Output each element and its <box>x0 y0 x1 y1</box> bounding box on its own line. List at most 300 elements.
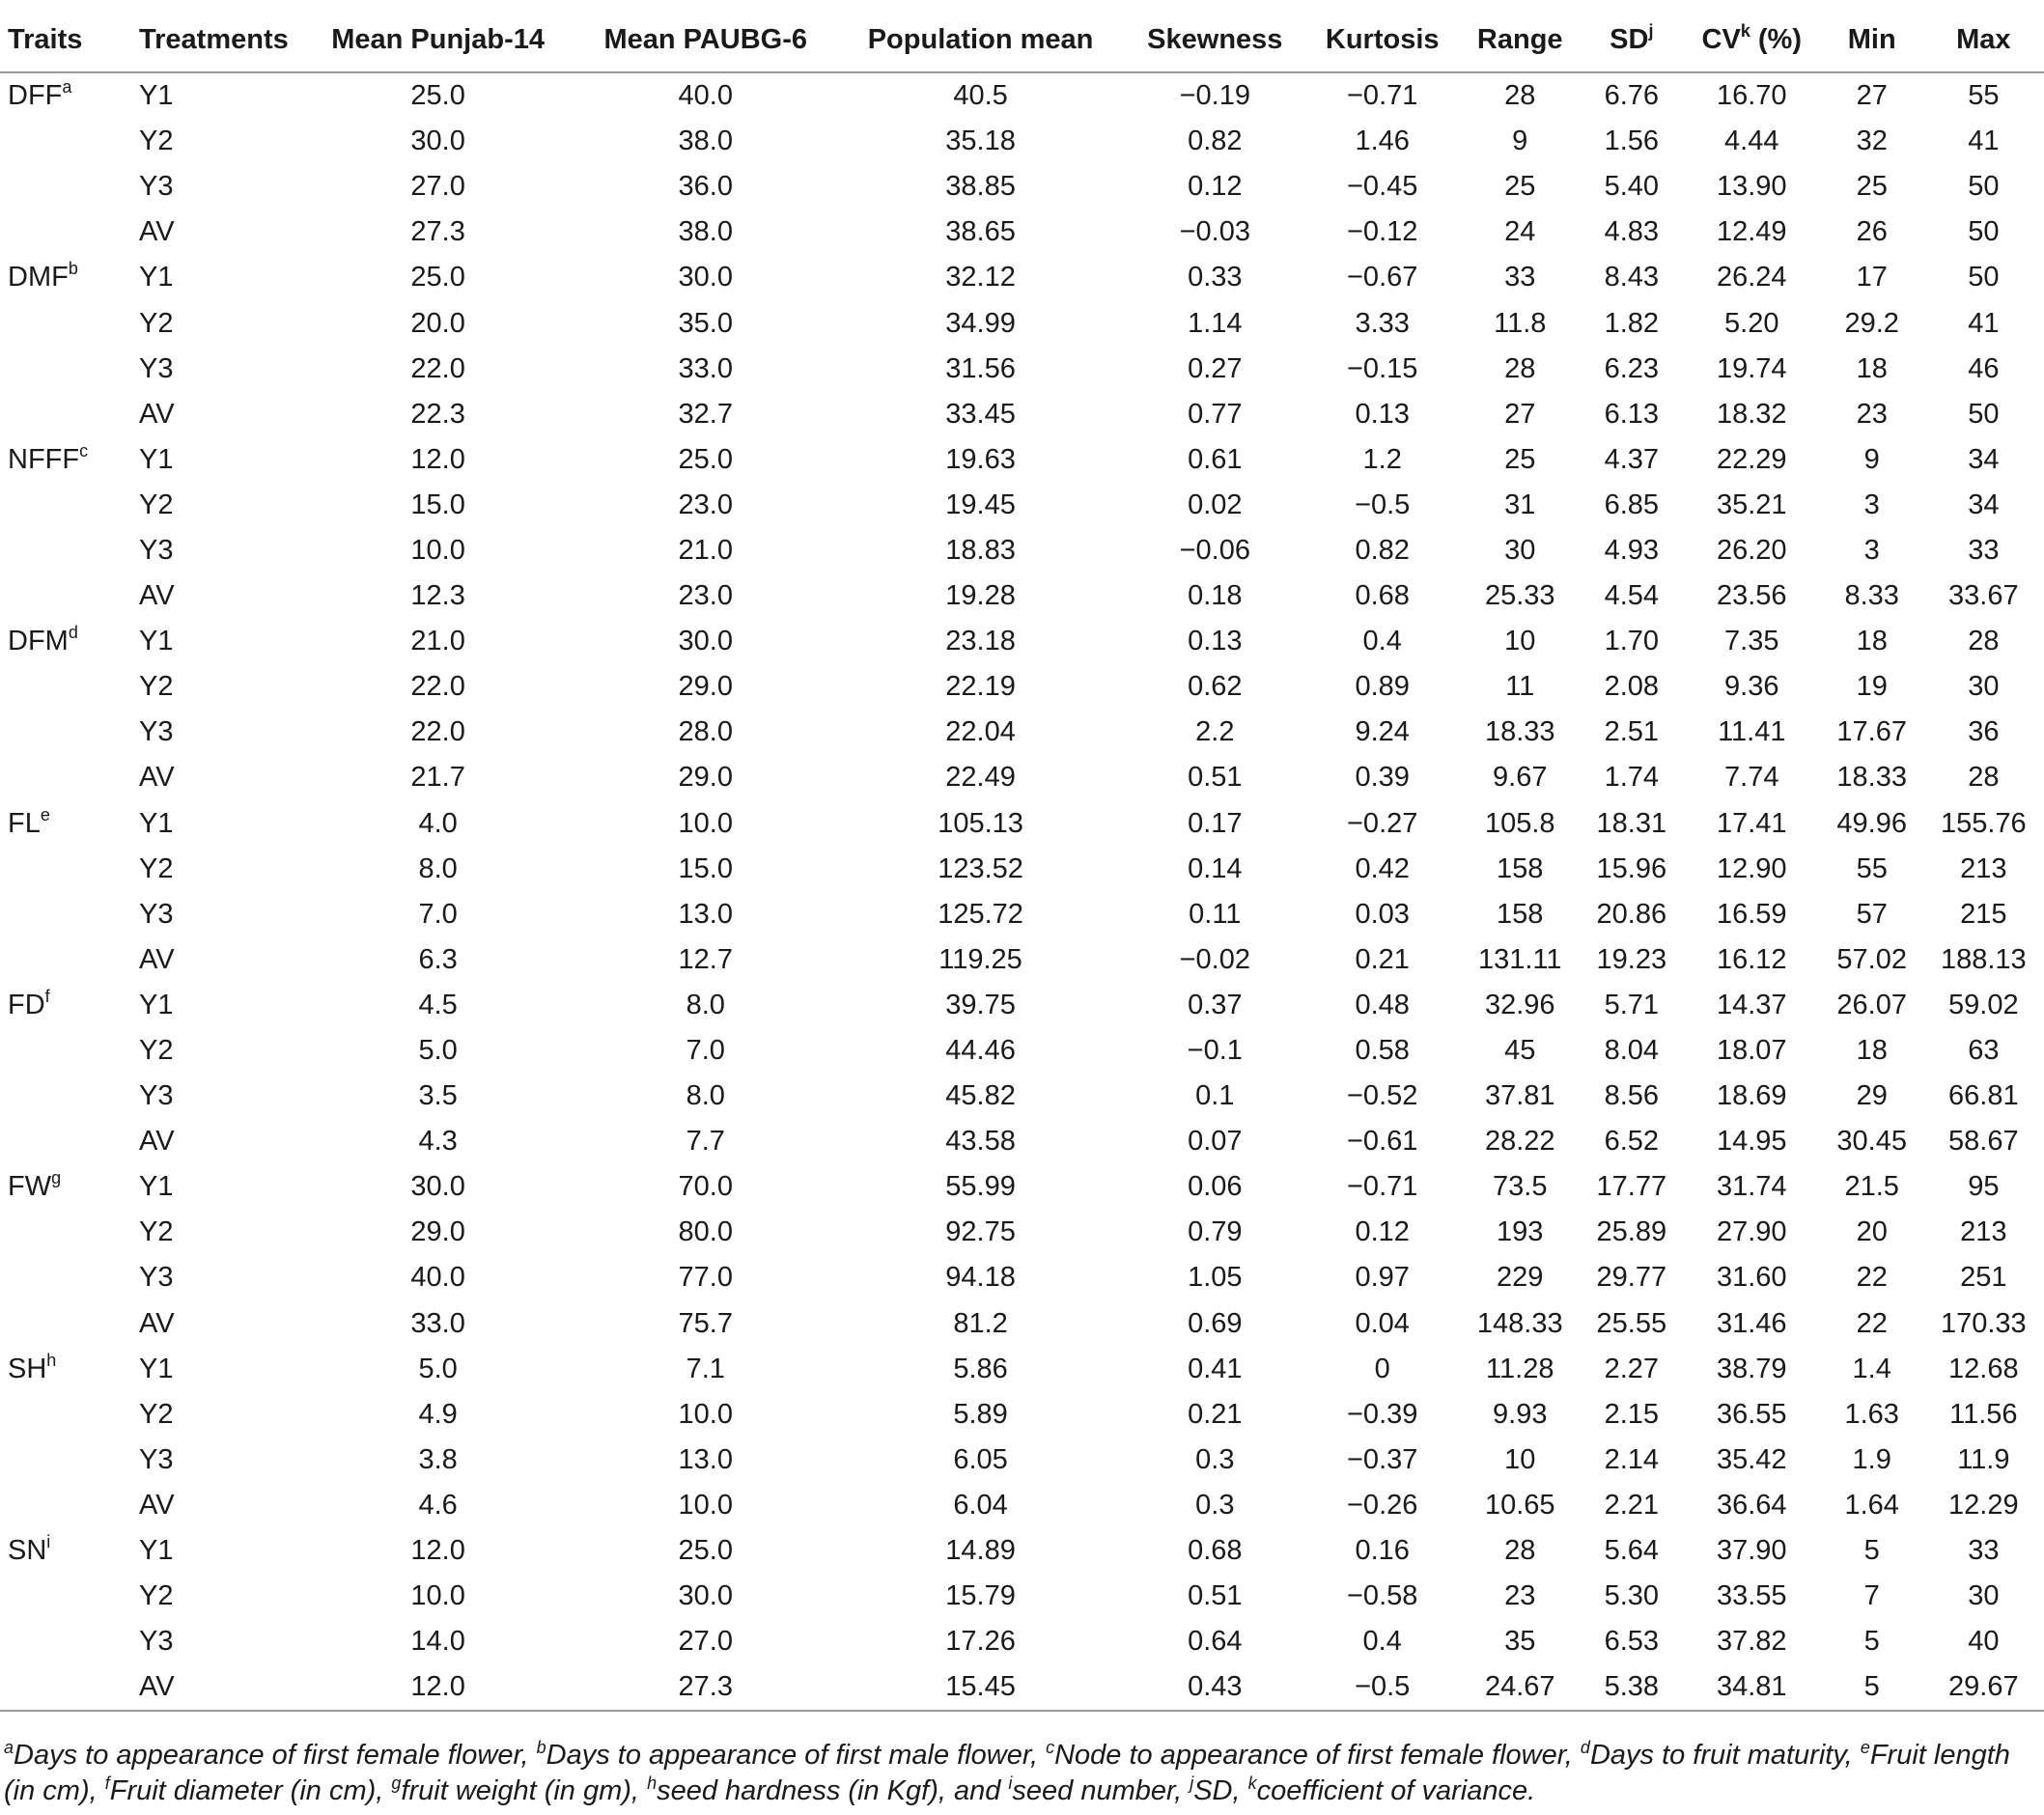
sd-cell: 2.27 <box>1604 1353 1660 1384</box>
skewness-cell: 0.62 <box>1188 671 1243 703</box>
header-treatments: Treatments <box>131 8 301 72</box>
range-cell: 33 <box>1504 262 1536 293</box>
min-cell: 5 <box>1863 1626 1880 1658</box>
trait-cell <box>0 1074 131 1119</box>
mean-punjab-14-cell: 15.0 <box>410 489 465 520</box>
sd-cell: 1.70 <box>1604 626 1660 657</box>
skewness-cell: 0.64 <box>1188 1626 1243 1658</box>
skewness-cell: −0.1 <box>1187 1035 1243 1067</box>
sd-cell: 6.23 <box>1604 352 1660 384</box>
min-cell: 7 <box>1863 1580 1880 1612</box>
skewness-cell: 0.12 <box>1188 171 1243 203</box>
table-row <box>0 801 2044 847</box>
sd-cell: 4.54 <box>1604 580 1660 612</box>
trait-footnote-mark: h <box>46 1350 57 1370</box>
cv-cell: 35.42 <box>1716 1443 1787 1475</box>
mean-punjab-14-cell: 27.3 <box>410 216 465 248</box>
range-cell: 35 <box>1504 1626 1536 1658</box>
treatment-cell: Y3 <box>139 1080 174 1112</box>
population-mean-cell: 92.75 <box>945 1216 1016 1248</box>
cv-cell: 31.74 <box>1716 1171 1787 1203</box>
kurtosis-cell: 0.21 <box>1355 943 1410 975</box>
stats-table <box>0 8 2044 1712</box>
population-mean-cell: 22.04 <box>945 716 1016 748</box>
sd-cell: 4.93 <box>1604 534 1660 566</box>
mean-paubg-6-cell: 38.0 <box>678 216 733 248</box>
skewness-cell: 0.02 <box>1188 489 1243 520</box>
mean-paubg-6-cell: 30.0 <box>678 626 733 657</box>
treatment-cell: AV <box>131 1664 301 1711</box>
max-cell: 50 <box>1968 216 2000 248</box>
treatment-cell: Y1 <box>139 443 174 475</box>
mean-punjab-14-cell: 10.0 <box>410 1580 465 1612</box>
mean-paubg-6-cell: 25.0 <box>678 443 733 475</box>
max-cell: 34 <box>1968 443 2000 475</box>
min-cell: 57 <box>1856 898 1888 930</box>
footnote-mark: d <box>1580 1738 1590 1757</box>
footnote-text: Fruit length (in cm), <box>4 1740 2010 1806</box>
cv-cell: 31.60 <box>1716 1262 1787 1294</box>
table-row <box>0 347 2044 392</box>
table-row <box>0 392 2044 437</box>
trait-cell <box>0 1528 131 1574</box>
header-mean-paubg-6: Mean PAUBG-6 <box>574 8 836 72</box>
cv-cell: 12.49 <box>1716 216 1787 248</box>
trait-cell <box>0 528 131 573</box>
table-row <box>0 1028 2044 1074</box>
table-row <box>0 710 2044 755</box>
trait-cell <box>0 937 131 983</box>
treatment-cell: Y2 <box>139 307 174 339</box>
cv-cell: 13.90 <box>1716 171 1787 203</box>
trait-cell <box>0 1574 131 1619</box>
min-cell: 29.2 <box>1844 307 1899 339</box>
treatment-cell: AV <box>139 580 175 612</box>
table-row <box>0 1301 2044 1347</box>
population-mean-cell: 125.72 <box>938 898 1023 930</box>
table-row <box>0 847 2044 892</box>
skewness-cell: 0.43 <box>1125 1664 1305 1711</box>
treatment-cell: Y3 <box>139 352 174 384</box>
skewness-cell: 0.61 <box>1188 443 1243 475</box>
kurtosis-cell: −0.5 <box>1355 489 1411 520</box>
mean-paubg-6-cell: 10.0 <box>678 1398 733 1430</box>
population-mean-cell: 17.26 <box>945 1626 1016 1658</box>
max-cell: 59.02 <box>1948 989 2019 1020</box>
sd-cell: 5.40 <box>1604 171 1660 203</box>
mean-paubg-6-cell: 29.0 <box>678 671 733 703</box>
kurtosis-cell: 0.12 <box>1355 1216 1410 1248</box>
trait-cell <box>0 1483 131 1528</box>
footnote-text: Fruit diameter (in cm), <box>109 1775 392 1806</box>
skewness-cell: 0.41 <box>1188 1353 1243 1384</box>
trait-cell <box>0 437 131 483</box>
cv-cell: 16.12 <box>1716 943 1787 975</box>
mean-punjab-14-cell: 10.0 <box>410 534 465 566</box>
table-row <box>0 1483 2044 1528</box>
sd-cell: 4.37 <box>1604 443 1660 475</box>
mean-punjab-14-cell: 14.0 <box>410 1626 465 1658</box>
population-mean-cell: 45.82 <box>945 1080 1016 1112</box>
mean-paubg-6-cell: 13.0 <box>678 898 733 930</box>
range-cell: 10 <box>1504 626 1536 657</box>
population-mean-cell: 15.79 <box>945 1580 1016 1612</box>
range-cell: 28 <box>1504 352 1536 384</box>
mean-punjab-14-cell: 22.0 <box>410 716 465 748</box>
mean-paubg-6-cell: 70.0 <box>678 1171 733 1203</box>
mean-punjab-14-cell: 20.0 <box>410 307 465 339</box>
mean-punjab-14-cell: 12.0 <box>410 1535 465 1567</box>
mean-paubg-6-cell: 8.0 <box>686 1080 725 1112</box>
table-header <box>0 8 2044 72</box>
header-cv-label: CV <box>1701 23 1741 55</box>
kurtosis-cell: 1.46 <box>1355 126 1410 157</box>
min-cell: 30.45 <box>1836 1126 1907 1158</box>
table-row <box>0 573 2044 619</box>
footnote-text: seed number, <box>1012 1775 1190 1806</box>
min-cell: 1.9 <box>1852 1443 1891 1475</box>
max-cell: 215 <box>1960 898 2007 930</box>
population-mean-cell: 32.12 <box>945 262 1016 293</box>
table-row <box>0 1664 2044 1711</box>
cv-cell: 18.07 <box>1716 1035 1787 1067</box>
sd-cell: 2.08 <box>1604 671 1660 703</box>
skewness-cell: 0.06 <box>1188 1171 1243 1203</box>
cv-cell: 37.90 <box>1716 1535 1787 1567</box>
min-cell: 32 <box>1856 126 1888 157</box>
footnote-text: SD, <box>1193 1775 1248 1806</box>
sd-cell: 2.15 <box>1604 1398 1660 1430</box>
sd-cell: 6.53 <box>1604 1626 1660 1658</box>
mean-punjab-14-cell: 21.7 <box>410 762 465 794</box>
mean-punjab-14-cell: 12.0 <box>301 1664 574 1711</box>
mean-paubg-6-cell: 30.0 <box>678 1580 733 1612</box>
trait-footnote-mark: b <box>68 259 78 279</box>
range-cell: 131.11 <box>1477 943 1562 975</box>
skewness-cell: −0.06 <box>1179 534 1250 566</box>
range-cell: 229 <box>1497 1262 1544 1294</box>
min-cell: 17.67 <box>1836 716 1907 748</box>
footnote-mark: f <box>104 1773 110 1793</box>
mean-paubg-6-cell: 10.0 <box>678 807 733 839</box>
max-cell: 63 <box>1968 1035 2000 1067</box>
kurtosis-cell: −0.26 <box>1347 1489 1418 1521</box>
cv-cell: 14.37 <box>1716 989 1787 1020</box>
kurtosis-cell: 9.24 <box>1355 716 1410 748</box>
header-mean-punjab-14: Mean Punjab-14 <box>301 8 574 72</box>
treatment-cell: Y2 <box>139 1216 174 1248</box>
kurtosis-cell: −0.45 <box>1347 171 1418 203</box>
mean-paubg-6-cell: 13.0 <box>678 1443 733 1475</box>
treatment-cell: AV <box>139 1307 175 1339</box>
cv-cell: 19.74 <box>1716 352 1787 384</box>
range-cell: 158 <box>1497 852 1544 884</box>
skewness-cell: 0.37 <box>1188 989 1243 1020</box>
mean-punjab-14-cell: 22.0 <box>410 352 465 384</box>
treatment-cell: AV <box>139 216 175 248</box>
population-mean-cell: 33.45 <box>945 398 1016 430</box>
kurtosis-cell: 0.68 <box>1355 580 1410 612</box>
kurtosis-cell: 0.4 <box>1362 1626 1402 1658</box>
skewness-cell: 1.14 <box>1188 307 1243 339</box>
trait-cell <box>0 1301 131 1347</box>
trait-cell <box>0 255 131 300</box>
table-row <box>0 1438 2044 1483</box>
max-cell: 40 <box>1968 1626 2000 1658</box>
skewness-cell: 0.77 <box>1188 398 1243 430</box>
trait-cell <box>0 755 131 800</box>
cv-cell: 14.95 <box>1716 1126 1787 1158</box>
kurtosis-cell: 0.82 <box>1355 534 1410 566</box>
skewness-cell: 0.82 <box>1188 126 1243 157</box>
population-mean-cell: 5.89 <box>953 1398 1008 1430</box>
range-cell: 28 <box>1504 1535 1536 1567</box>
population-mean-cell: 19.63 <box>945 443 1016 475</box>
sd-cell: 1.56 <box>1604 126 1660 157</box>
mean-punjab-14-cell: 12.0 <box>410 443 465 475</box>
max-cell: 30 <box>1968 671 2000 703</box>
cv-cell: 5.20 <box>1724 307 1779 339</box>
sd-cell: 25.89 <box>1596 1216 1667 1248</box>
range-cell: 37.81 <box>1484 1080 1555 1112</box>
skewness-cell: 0.1 <box>1195 1080 1235 1112</box>
treatment-cell: AV <box>139 1126 175 1158</box>
cv-cell: 7.35 <box>1724 626 1779 657</box>
min-cell: 55 <box>1856 852 1888 884</box>
min-cell: 21.5 <box>1844 1171 1899 1203</box>
sd-cell: 8.56 <box>1604 1080 1660 1112</box>
skewness-cell: 0.21 <box>1188 1398 1243 1430</box>
trait-footnote-mark: i <box>46 1532 51 1552</box>
min-cell: 5 <box>1863 1535 1880 1567</box>
mean-punjab-14-cell: 4.3 <box>418 1126 458 1158</box>
footnote-text: Days to appearance of first female flower, <box>14 1740 537 1771</box>
mean-paubg-6-cell: 75.7 <box>678 1307 733 1339</box>
trait-cell <box>0 164 131 209</box>
population-mean-cell: 55.99 <box>945 1171 1016 1203</box>
min-cell: 9 <box>1863 443 1880 475</box>
kurtosis-cell: 3.33 <box>1355 307 1410 339</box>
trait-cell <box>0 392 131 437</box>
min-cell: 1.4 <box>1852 1353 1891 1384</box>
population-mean-cell: 6.04 <box>953 1489 1008 1521</box>
population-mean-cell: 14.89 <box>945 1535 1016 1567</box>
table-row <box>0 892 2044 937</box>
mean-punjab-14-cell: 8.0 <box>418 852 458 884</box>
skewness-cell: 0.11 <box>1189 898 1242 930</box>
min-cell: 18 <box>1856 626 1888 657</box>
mean-paubg-6-cell: 21.0 <box>678 534 733 566</box>
cv-cell: 31.46 <box>1716 1307 1787 1339</box>
population-mean-cell: 18.83 <box>945 534 1016 566</box>
cv-cell: 34.81 <box>1683 1664 1821 1711</box>
skewness-cell: 0.18 <box>1188 580 1243 612</box>
min-cell: 22 <box>1856 1262 1888 1294</box>
mean-punjab-14-cell: 22.3 <box>410 398 465 430</box>
max-cell: 11.9 <box>1957 1443 2010 1475</box>
header-row <box>0 8 2044 72</box>
kurtosis-cell: −0.27 <box>1347 807 1418 839</box>
table-row <box>0 255 2044 300</box>
kurtosis-cell: −0.61 <box>1347 1126 1418 1158</box>
max-cell: 28 <box>1968 626 2000 657</box>
sd-cell: 25.55 <box>1596 1307 1667 1339</box>
table-row <box>0 1392 2044 1438</box>
header-skewness: Skewness <box>1125 8 1305 72</box>
population-mean-cell: 22.49 <box>945 762 1016 794</box>
max-cell: 41 <box>1968 307 2000 339</box>
max-cell: 30 <box>1968 1580 2000 1612</box>
range-cell: 158 <box>1497 898 1544 930</box>
cv-cell: 9.36 <box>1724 671 1779 703</box>
population-mean-cell: 119.25 <box>938 943 1022 975</box>
treatment-cell: Y3 <box>139 1626 174 1658</box>
trait-cell <box>0 72 131 119</box>
table-row <box>0 1528 2044 1574</box>
mean-paubg-6-cell: 29.0 <box>678 762 733 794</box>
max-cell: 12.68 <box>1948 1353 2019 1384</box>
mean-punjab-14-cell: 30.0 <box>410 1171 465 1203</box>
skewness-cell: −0.02 <box>1179 943 1250 975</box>
sd-cell: 1.82 <box>1604 307 1660 339</box>
population-mean-cell: 31.56 <box>945 352 1016 384</box>
sd-cell: 18.31 <box>1596 807 1667 839</box>
kurtosis-cell: 0.16 <box>1355 1535 1410 1567</box>
cv-cell: 33.55 <box>1716 1580 1787 1612</box>
cv-cell: 26.24 <box>1716 262 1787 293</box>
skewness-cell: −0.19 <box>1179 80 1250 112</box>
trait-name: FL <box>8 807 41 839</box>
treatment-cell: Y2 <box>139 126 174 157</box>
sd-cell: 6.52 <box>1604 1126 1660 1158</box>
max-cell: 46 <box>1968 352 2000 384</box>
table-row <box>0 483 2044 528</box>
mean-paubg-6-cell: 30.0 <box>678 262 733 293</box>
mean-punjab-14-cell: 4.9 <box>418 1398 458 1430</box>
trait-name: SH <box>8 1353 47 1384</box>
trait-name: FW <box>8 1171 52 1203</box>
min-cell: 20 <box>1856 1216 1888 1248</box>
cv-cell: 11.41 <box>1718 716 1786 748</box>
treatment-cell: Y2 <box>139 852 174 884</box>
max-cell: 170.33 <box>1940 1307 2027 1339</box>
header-cv-unit: (%) <box>1750 23 1803 55</box>
treatment-cell: Y2 <box>139 489 174 520</box>
min-cell: 5 <box>1821 1664 1923 1711</box>
skewness-cell: 0.07 <box>1188 1126 1243 1158</box>
range-cell: 27 <box>1504 398 1536 430</box>
trait-cell <box>0 1619 131 1664</box>
kurtosis-cell: 0.58 <box>1355 1035 1410 1067</box>
treatment-cell: Y2 <box>139 671 174 703</box>
mean-punjab-14-cell: 5.0 <box>418 1353 458 1384</box>
mean-paubg-6-cell: 77.0 <box>678 1262 733 1294</box>
range-cell: 24 <box>1504 216 1536 248</box>
table-row <box>0 437 2044 483</box>
treatment-cell: AV <box>139 398 175 430</box>
max-cell: 213 <box>1960 852 2007 884</box>
skewness-cell: 0.79 <box>1188 1216 1243 1248</box>
sd-cell: 19.23 <box>1596 943 1667 975</box>
max-cell: 12.29 <box>1948 1489 2019 1521</box>
range-cell: 18.33 <box>1484 716 1555 748</box>
range-cell: 148.33 <box>1476 1307 1563 1339</box>
skewness-cell: 0.3 <box>1195 1443 1235 1475</box>
treatment-cell: Y1 <box>139 626 174 657</box>
range-cell: 10 <box>1504 1443 1536 1475</box>
kurtosis-cell: −0.12 <box>1347 216 1418 248</box>
mean-punjab-14-cell: 3.8 <box>418 1443 458 1475</box>
mean-punjab-14-cell: 7.0 <box>418 898 458 930</box>
skewness-cell: 1.05 <box>1188 1262 1243 1294</box>
header-cv-sup: k <box>1740 20 1750 41</box>
population-mean-cell: 34.99 <box>945 307 1016 339</box>
footnote-text: coefficient of variance. <box>1256 1775 1536 1806</box>
table-footnote <box>4 1738 2036 1809</box>
sd-cell: 29.77 <box>1596 1262 1667 1294</box>
footnote-mark: g <box>391 1773 402 1793</box>
range-cell: 193 <box>1497 1216 1544 1248</box>
sd-cell: 6.13 <box>1604 398 1660 430</box>
range-cell: 25 <box>1504 443 1536 475</box>
trait-name: SN <box>8 1535 47 1567</box>
treatment-cell: Y1 <box>139 1535 174 1567</box>
mean-paubg-6-cell: 10.0 <box>678 1489 733 1521</box>
cv-cell: 36.64 <box>1716 1489 1787 1521</box>
trait-cell <box>0 1347 131 1392</box>
treatment-cell: Y3 <box>139 898 174 930</box>
trait-cell <box>0 1664 131 1711</box>
mean-punjab-14-cell: 30.0 <box>410 126 465 157</box>
range-cell: 105.8 <box>1484 807 1555 839</box>
cv-cell: 35.21 <box>1716 489 1787 520</box>
mean-paubg-6-cell: 7.7 <box>686 1126 725 1158</box>
max-cell: 11.56 <box>1949 1398 2018 1430</box>
population-mean-cell: 105.13 <box>938 807 1023 839</box>
mean-paubg-6-cell: 35.0 <box>678 307 733 339</box>
skewness-cell: 0.14 <box>1188 852 1243 884</box>
mean-paubg-6-cell: 40.0 <box>678 80 733 112</box>
max-cell: 36 <box>1968 716 2000 748</box>
trait-name: FD <box>8 989 45 1020</box>
mean-paubg-6-cell: 27.3 <box>574 1664 836 1711</box>
min-cell: 49.96 <box>1836 807 1907 839</box>
sd-cell: 6.85 <box>1604 489 1660 520</box>
mean-punjab-14-cell: 4.6 <box>418 1489 458 1521</box>
trait-footnote-mark: d <box>68 623 78 643</box>
trait-cell <box>0 892 131 937</box>
table-row <box>0 1210 2044 1255</box>
max-cell: 50 <box>1968 171 2000 203</box>
range-cell: 25.33 <box>1484 580 1555 612</box>
mean-paubg-6-cell: 7.1 <box>686 1353 725 1384</box>
skewness-cell: 0.17 <box>1188 807 1243 839</box>
treatment-cell: Y1 <box>139 989 174 1020</box>
kurtosis-cell: 0.04 <box>1355 1307 1410 1339</box>
min-cell: 25 <box>1856 171 1888 203</box>
mean-paubg-6-cell: 28.0 <box>678 716 733 748</box>
max-cell: 155.76 <box>1940 807 2027 839</box>
header-sd-sup: j <box>1648 20 1654 41</box>
treatment-cell: AV <box>139 762 175 794</box>
treatment-cell: Y1 <box>139 807 174 839</box>
cv-cell: 16.59 <box>1716 898 1787 930</box>
population-mean-cell: 15.45 <box>836 1664 1125 1711</box>
max-cell: 29.67 <box>1923 1664 2044 1711</box>
treatment-cell: AV <box>139 943 175 975</box>
footnote-mark: c <box>1046 1738 1055 1757</box>
mean-paubg-6-cell: 33.0 <box>678 352 733 384</box>
